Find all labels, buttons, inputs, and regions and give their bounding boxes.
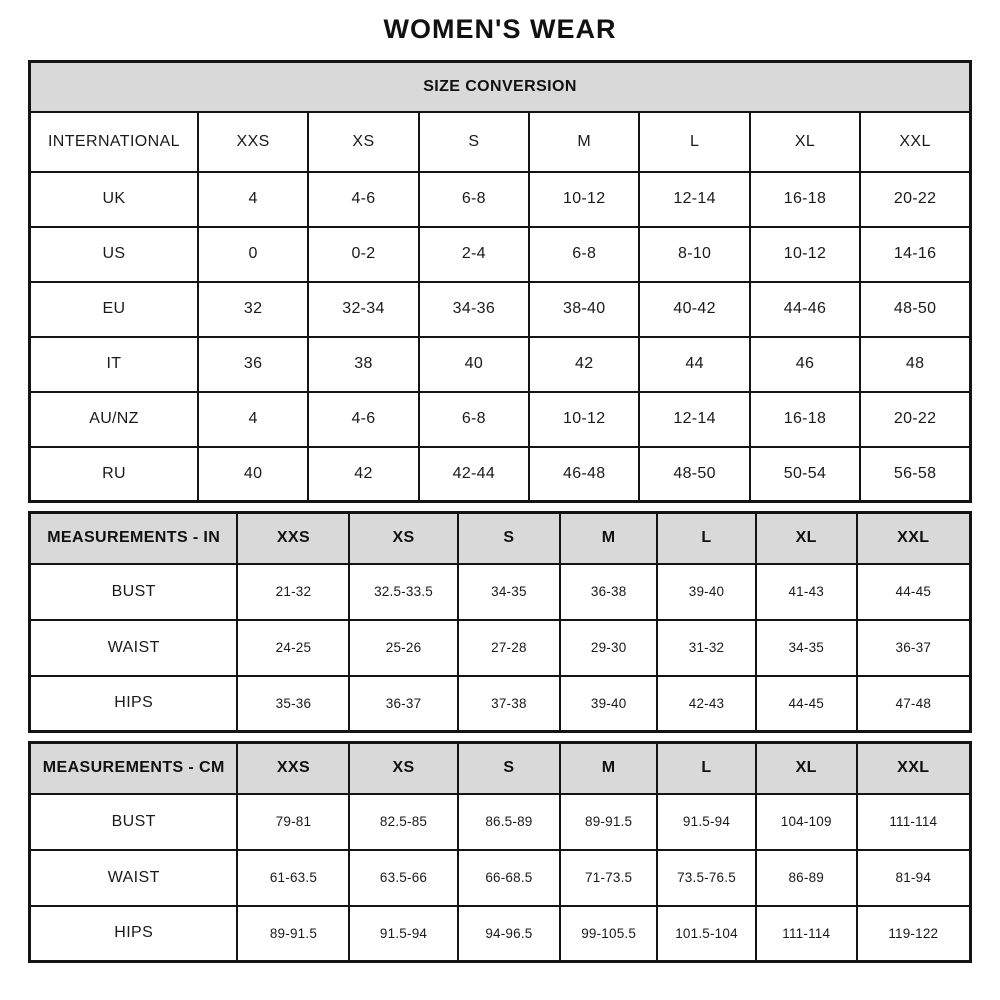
size-value-cell: 35-36 — [237, 676, 349, 732]
row-label: WAIST — [30, 620, 238, 676]
size-value-cell: 40 — [198, 447, 308, 502]
size-column-header: XXS — [237, 513, 349, 564]
size-value-cell: 8-10 — [639, 227, 749, 282]
size-value-cell: 32-34 — [308, 282, 418, 337]
size-value-cell: 10-12 — [750, 227, 860, 282]
size-value-cell: 41-43 — [756, 564, 857, 620]
size-value-cell: 12-14 — [639, 392, 749, 447]
size-value-cell: 34-36 — [419, 282, 529, 337]
size-value-cell: 31-32 — [657, 620, 756, 676]
row-label: US — [30, 227, 198, 282]
size-value-cell: 82.5-85 — [349, 794, 457, 850]
size-conversion-table — [28, 60, 972, 503]
size-value-cell: 44 — [639, 337, 749, 392]
size-value-cell: 44-46 — [750, 282, 860, 337]
size-value-cell: 44-45 — [857, 564, 971, 620]
size-column-header: XXL — [857, 743, 971, 794]
size-column-header: XS — [349, 743, 457, 794]
row-label: BUST — [30, 564, 238, 620]
size-value-cell: 6-8 — [419, 172, 529, 227]
size-column-header: L — [639, 112, 749, 172]
size-value-cell: 48-50 — [639, 447, 749, 502]
size-column-header: S — [458, 513, 561, 564]
size-value-cell: 47-48 — [857, 676, 971, 732]
size-value-cell: 6-8 — [419, 392, 529, 447]
table-row — [30, 227, 971, 282]
row-label: UK — [30, 172, 198, 227]
corner-header: INTERNATIONAL — [30, 112, 198, 172]
size-value-cell: 4 — [198, 392, 308, 447]
measurements-in-table — [28, 511, 972, 733]
table-row — [30, 447, 971, 502]
size-value-cell: 36 — [198, 337, 308, 392]
size-column-header: XXL — [857, 513, 971, 564]
size-column-header: M — [560, 513, 657, 564]
size-value-cell: 94-96.5 — [458, 906, 561, 962]
size-value-cell: 32 — [198, 282, 308, 337]
size-value-cell: 29-30 — [560, 620, 657, 676]
row-label: IT — [30, 337, 198, 392]
size-value-cell: 36-38 — [560, 564, 657, 620]
size-value-cell: 61-63.5 — [237, 850, 349, 906]
table-row — [30, 337, 971, 392]
size-value-cell: 12-14 — [639, 172, 749, 227]
size-value-cell: 38 — [308, 337, 418, 392]
size-value-cell: 42-43 — [657, 676, 756, 732]
table-row — [30, 620, 971, 676]
size-value-cell: 46 — [750, 337, 860, 392]
size-value-cell: 36-37 — [857, 620, 971, 676]
size-value-cell: 16-18 — [750, 172, 860, 227]
size-value-cell: 0-2 — [308, 227, 418, 282]
size-value-cell: 86.5-89 — [458, 794, 561, 850]
size-value-cell: 73.5-76.5 — [657, 850, 756, 906]
size-value-cell: 16-18 — [750, 392, 860, 447]
size-value-cell: 89-91.5 — [237, 906, 349, 962]
size-value-cell: 25-26 — [349, 620, 457, 676]
size-value-cell: 99-105.5 — [560, 906, 657, 962]
size-value-cell: 32.5-33.5 — [349, 564, 457, 620]
size-value-cell: 89-91.5 — [560, 794, 657, 850]
row-label: HIPS — [30, 676, 238, 732]
size-value-cell: 42-44 — [419, 447, 529, 502]
size-value-cell: 27-28 — [458, 620, 561, 676]
size-column-header: L — [657, 743, 756, 794]
size-column-header: L — [657, 513, 756, 564]
row-label: BUST — [30, 794, 238, 850]
size-value-cell: 20-22 — [860, 172, 970, 227]
row-label: EU — [30, 282, 198, 337]
size-value-cell: 48 — [860, 337, 970, 392]
size-value-cell: 36-37 — [349, 676, 457, 732]
table-title: SIZE CONVERSION — [30, 62, 971, 112]
table-row — [30, 172, 971, 227]
size-value-cell: 42 — [308, 447, 418, 502]
size-column-header: M — [529, 112, 639, 172]
size-column-header: XS — [308, 112, 418, 172]
row-label: WAIST — [30, 850, 238, 906]
size-value-cell: 91.5-94 — [657, 794, 756, 850]
size-column-header: M — [560, 743, 657, 794]
size-value-cell: 40-42 — [639, 282, 749, 337]
size-value-cell: 37-38 — [458, 676, 561, 732]
size-value-cell: 48-50 — [860, 282, 970, 337]
measurements-cm-table — [28, 741, 972, 963]
size-value-cell: 20-22 — [860, 392, 970, 447]
size-value-cell: 2-4 — [419, 227, 529, 282]
size-value-cell: 101.5-104 — [657, 906, 756, 962]
size-value-cell: 4-6 — [308, 172, 418, 227]
table-row — [30, 850, 971, 906]
size-value-cell: 63.5-66 — [349, 850, 457, 906]
size-value-cell: 86-89 — [756, 850, 857, 906]
table-title: MEASUREMENTS - CM — [30, 743, 238, 794]
size-value-cell: 56-58 — [860, 447, 970, 502]
table-row — [30, 676, 971, 732]
size-value-cell: 81-94 — [857, 850, 971, 906]
size-column-header: XXS — [198, 112, 308, 172]
size-value-cell: 38-40 — [529, 282, 639, 337]
size-column-header: XL — [756, 513, 857, 564]
size-value-cell: 46-48 — [529, 447, 639, 502]
size-column-header: S — [458, 743, 561, 794]
row-label: RU — [30, 447, 198, 502]
size-value-cell: 39-40 — [657, 564, 756, 620]
size-value-cell: 10-12 — [529, 172, 639, 227]
size-value-cell: 50-54 — [750, 447, 860, 502]
size-value-cell: 44-45 — [756, 676, 857, 732]
size-value-cell: 0 — [198, 227, 308, 282]
size-value-cell: 4-6 — [308, 392, 418, 447]
size-value-cell: 119-122 — [857, 906, 971, 962]
size-column-header: XS — [349, 513, 457, 564]
table-row — [30, 392, 971, 447]
size-value-cell: 24-25 — [237, 620, 349, 676]
size-value-cell: 71-73.5 — [560, 850, 657, 906]
size-value-cell: 111-114 — [857, 794, 971, 850]
size-value-cell: 111-114 — [756, 906, 857, 962]
size-value-cell: 34-35 — [756, 620, 857, 676]
size-value-cell: 42 — [529, 337, 639, 392]
size-value-cell: 91.5-94 — [349, 906, 457, 962]
size-value-cell: 40 — [419, 337, 529, 392]
page-title: WOMEN'S WEAR — [383, 14, 617, 44]
table-row — [30, 794, 971, 850]
table-row — [30, 906, 971, 962]
size-value-cell: 79-81 — [237, 794, 349, 850]
size-value-cell: 4 — [198, 172, 308, 227]
size-value-cell: 34-35 — [458, 564, 561, 620]
size-column-header: XL — [750, 112, 860, 172]
size-value-cell: 10-12 — [529, 392, 639, 447]
row-label: AU/NZ — [30, 392, 198, 447]
size-value-cell: 14-16 — [860, 227, 970, 282]
size-value-cell: 21-32 — [237, 564, 349, 620]
table-row — [30, 282, 971, 337]
table-title: MEASUREMENTS - IN — [30, 513, 238, 564]
size-value-cell: 104-109 — [756, 794, 857, 850]
row-label: HIPS — [30, 906, 238, 962]
size-column-header: XXL — [860, 112, 970, 172]
size-value-cell: 6-8 — [529, 227, 639, 282]
size-column-header: XXS — [237, 743, 349, 794]
table-row — [30, 564, 971, 620]
size-column-header: S — [419, 112, 529, 172]
size-value-cell: 39-40 — [560, 676, 657, 732]
size-column-header: XL — [756, 743, 857, 794]
size-value-cell: 66-68.5 — [458, 850, 561, 906]
